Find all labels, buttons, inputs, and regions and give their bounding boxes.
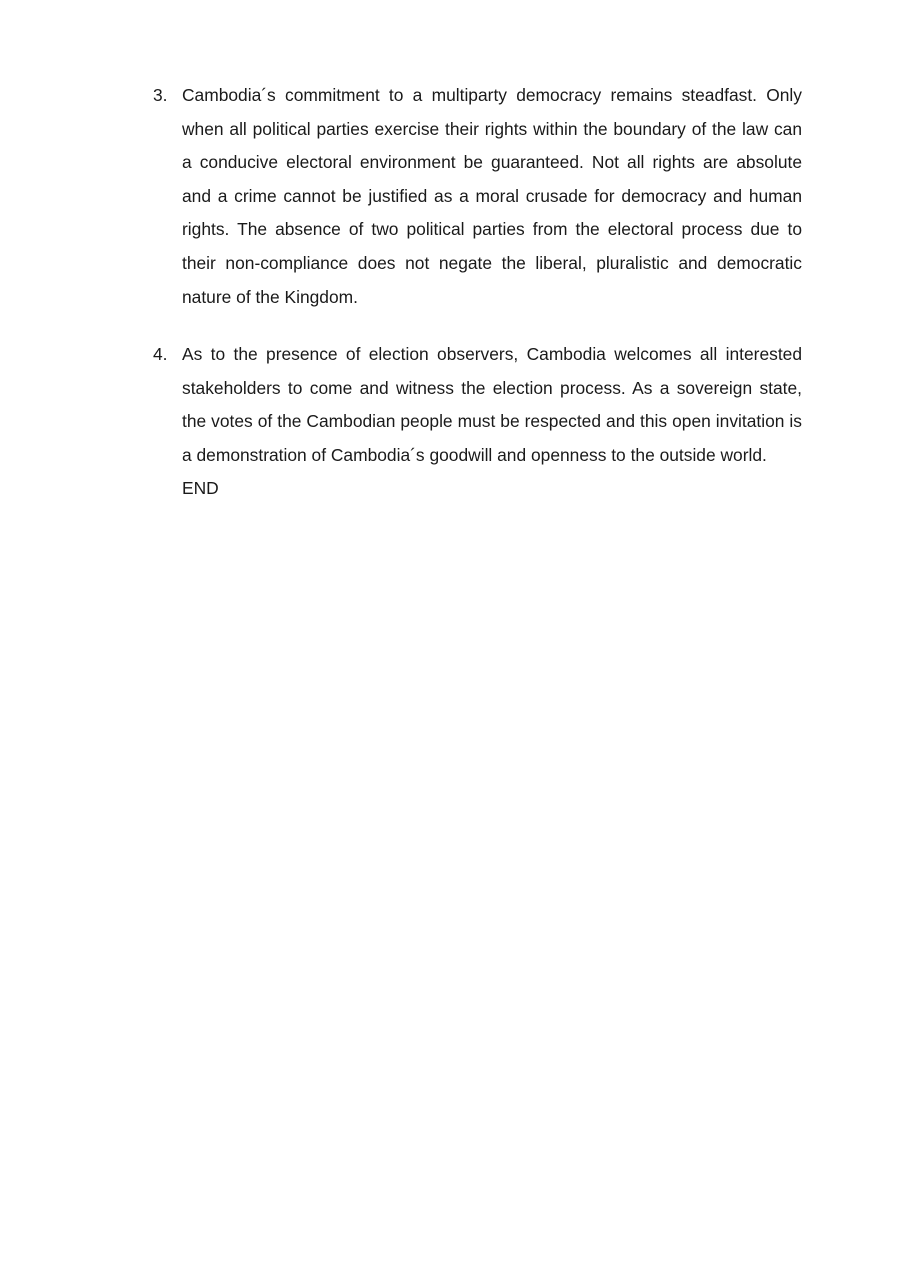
paragraph-3	[153, 79, 802, 314]
paragraph-4	[153, 338, 802, 506]
end-mark: END	[182, 478, 219, 499]
paragraph-text: As to the presence of election observers, Cambodia welcomes all interested stakeholders to come and witness the election process. As a sovereign state, the votes of the Cambodian people must be respected and this open invitation is a demonstration of Cambodia´s goodwill and openness to the outside world.	[182, 344, 802, 465]
paragraph-number: 3.	[153, 85, 168, 105]
paragraph-number: 4.	[153, 344, 168, 364]
paragraph-text: Cambodia´s commitment to a multiparty democracy remains steadfast. Only when all political parties exercise their rights within the boundary of the law can a conducive electoral environment be guaranteed. Not all rights are absolute and a crime cannot be justified as a moral crusade for democracy and human rights. The absence of two political parties from the electoral process due to their non-compliance does not negate the liberal, pluralistic and democratic nature of the Kingdom.	[182, 85, 802, 307]
